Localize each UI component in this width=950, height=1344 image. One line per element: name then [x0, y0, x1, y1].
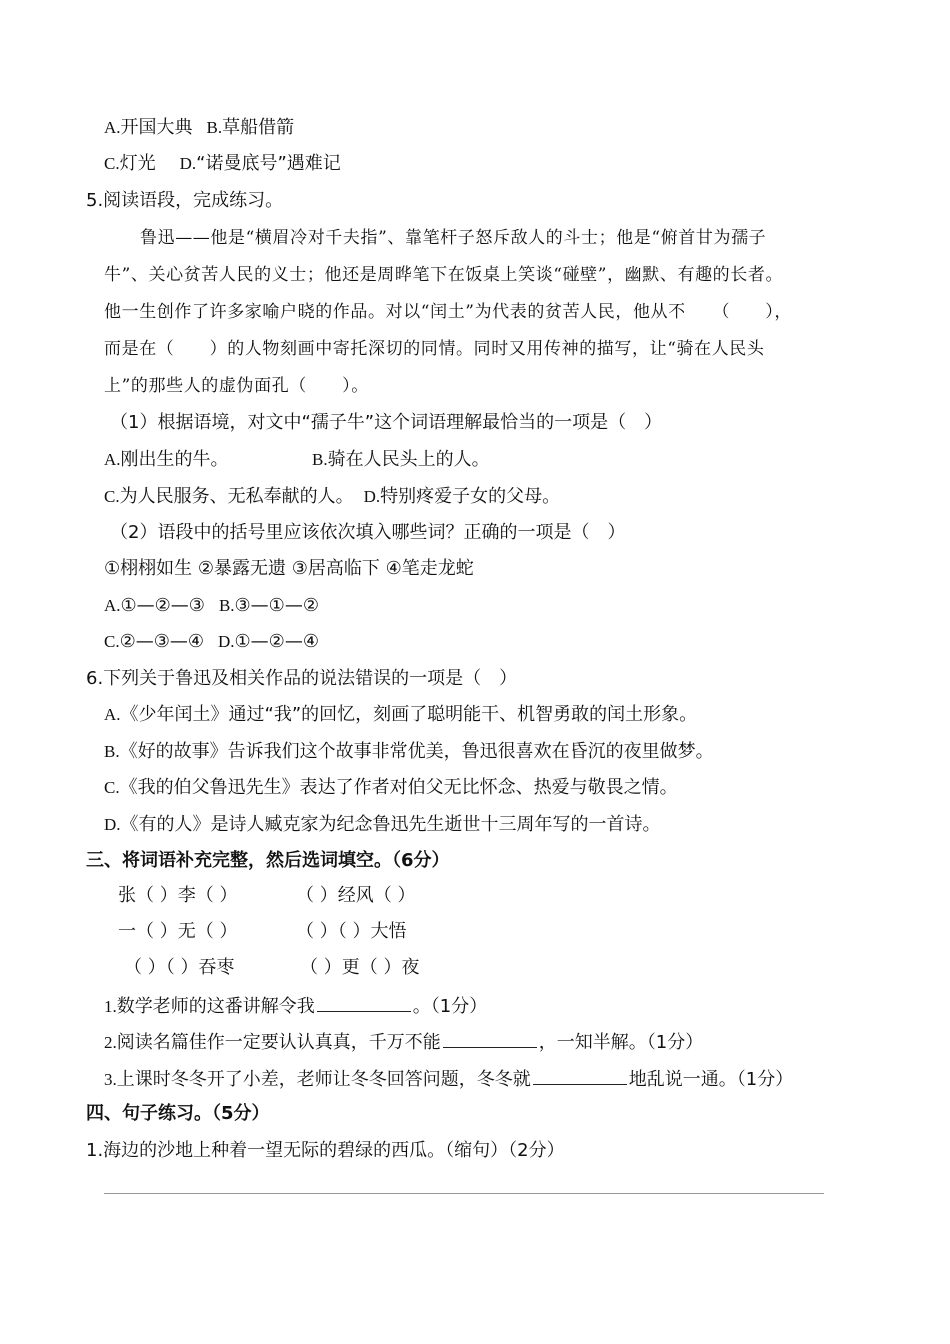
option-d-text: 特别疼爱子女的父母。: [380, 486, 561, 507]
option-c-label: C.: [104, 778, 120, 797]
option-a-text: 《少年闰土》通过“我”的回忆，刻画了聪明能干、机智勇敢的闰土形象。: [120, 704, 698, 725]
q5-sub2-row-1: [104, 594, 319, 618]
option-c-text: 灯光: [119, 153, 156, 174]
q5-sub1-row-1: [104, 448, 490, 472]
option-c-label: C.: [104, 154, 120, 173]
passage-line-1: 鲁迅——他是“横眉冷对千夫指”、靠笔杆子怒斥敌人的斗士；他是“俯首甘为孺子: [140, 228, 767, 248]
option-c-label: C.: [104, 632, 120, 651]
option-b-label: B.: [218, 596, 235, 615]
section-4-q1: 1.海边的沙地上种着一望无际的碧绿的西瓜。（缩句）（2分）: [86, 1140, 565, 1161]
option-a-label: A.: [104, 705, 121, 724]
option-d-text: “诺曼底号”遇难记: [196, 153, 341, 174]
q5-sub2-row-2: [104, 630, 319, 654]
option-d-text: 《有的人》是诗人臧克家为纪念鲁迅先生逝世十三周年写的一首诗。: [120, 814, 661, 835]
option-b-text: 《好的故事》告诉我们这个故事非常优美，鲁迅很喜欢在昏沉的夜里做梦。: [119, 741, 714, 762]
option-d-label: D.: [179, 154, 197, 173]
option-a-text: 刚出生的牛。: [120, 449, 229, 470]
option-b-text: 草船借箭: [222, 117, 295, 138]
word-fill-3b: （ ）更（ ）夜: [300, 957, 420, 978]
fill-sentence-3: [104, 1066, 793, 1092]
word-fill-2a: 一（ ）无（ ）: [118, 921, 238, 942]
fill-number: 2.: [104, 1033, 117, 1052]
fill-blank[interactable]: [533, 1066, 627, 1085]
passage-line-2: 牛”、关心贫苦人民的义士；他还是周晔笔下在饭桌上笑谈“碰壁”，幽默、有趣的长者。: [104, 265, 784, 285]
fill-number: 3.: [104, 1070, 117, 1089]
q4-option-row-2: [104, 152, 341, 176]
q5-title: 5.阅读语段，完成练习。: [86, 190, 284, 211]
q5-sub2-words: ①栩栩如生 ②暴露无遗 ③居高临下 ④笔走龙蛇: [104, 558, 474, 579]
fill-blank[interactable]: [317, 993, 411, 1012]
q6-title: 6.下列关于鲁迅及相关作品的说法错误的一项是（ ）: [86, 668, 518, 689]
passage-line-4: 而是在（ ）的人物刻画中寄托深切的同情。同时又用传神的描写，让“骑在人民头: [104, 339, 765, 359]
option-c-text: ②—③—④: [119, 631, 205, 652]
option-b-text: ③—①—②: [234, 595, 319, 616]
q6-option-d: [104, 813, 661, 837]
option-b-label: B.: [104, 742, 120, 761]
q6-option-c: [104, 776, 678, 800]
option-a-label: A.: [104, 450, 121, 469]
option-d-label: D.: [104, 815, 121, 834]
fill-text-after: 。（1分）: [412, 996, 488, 1017]
option-b-text: 骑在人民头上的人。: [327, 449, 490, 470]
option-c-label: C.: [104, 487, 120, 506]
option-a-text: 开国大典: [120, 117, 193, 138]
fill-text-after: ，一知半解。（1分）: [538, 1032, 704, 1053]
option-d-text: ①—②—④: [234, 631, 319, 652]
option-d-label: D.: [218, 632, 235, 651]
option-a-label: A.: [104, 118, 121, 137]
passage-line-3: 他一生创作了许多家喻户晓的作品。对以“闰土”为代表的贫苦人民，他从不 （ ），: [104, 302, 792, 322]
q5-sub1-question: （1）根据语境，对文中“孺子牛”这个词语理解最恰当的一项是（ ）: [110, 412, 663, 433]
fill-number: 1.: [104, 997, 117, 1016]
passage-line-5: 上”的那些人的虚伪面孔（ ）。: [104, 376, 369, 396]
q6-option-b: [104, 740, 714, 764]
fill-sentence-2: [104, 1029, 703, 1055]
answer-line[interactable]: [104, 1193, 824, 1194]
fill-text-before: 数学老师的这番讲解令我: [116, 996, 315, 1017]
word-fill-1a: 张（ ）李（ ）: [118, 885, 238, 906]
option-b-label: B.: [312, 450, 328, 469]
q6-option-a: [104, 703, 697, 727]
fill-sentence-1: [104, 993, 487, 1019]
q5-sub2-question: （2）语段中的括号里应该依次填入哪些词？正确的一项是（ ）: [110, 522, 626, 543]
option-d-label: D.: [363, 487, 381, 506]
word-fill-1b: （ ）经风（ ）: [296, 885, 416, 906]
fill-blank[interactable]: [443, 1029, 537, 1048]
option-a-label: A.: [104, 596, 121, 615]
q4-option-row-1: [104, 116, 294, 140]
word-fill-2b: （ ）（ ）大悟: [296, 921, 407, 942]
option-c-text: 为人民服务、无私奉献的人。: [119, 486, 354, 507]
option-a-text: ①—②—③: [120, 595, 205, 616]
option-b-label: B.: [206, 118, 223, 137]
option-c-text: 《我的伯父鲁迅先生》表达了作者对伯父无比怀念、热爱与敬畏之情。: [119, 777, 678, 798]
word-fill-3a: （ ）（ ）吞枣: [124, 957, 235, 978]
fill-text-before: 上课时冬冬开了小差，老师让冬冬回答问题，冬冬就: [116, 1069, 531, 1090]
section-4-heading: 四、句子练习。（5分）: [86, 1103, 270, 1124]
fill-text-before: 阅读名篇佳作一定要认认真真，千万不能: [116, 1032, 441, 1053]
section-3-heading: 三、将词语补充完整，然后选词填空。（6分）: [86, 850, 450, 871]
fill-text-after: 地乱说一通。（1分）: [628, 1069, 794, 1090]
q5-sub1-row-2: [104, 485, 560, 509]
